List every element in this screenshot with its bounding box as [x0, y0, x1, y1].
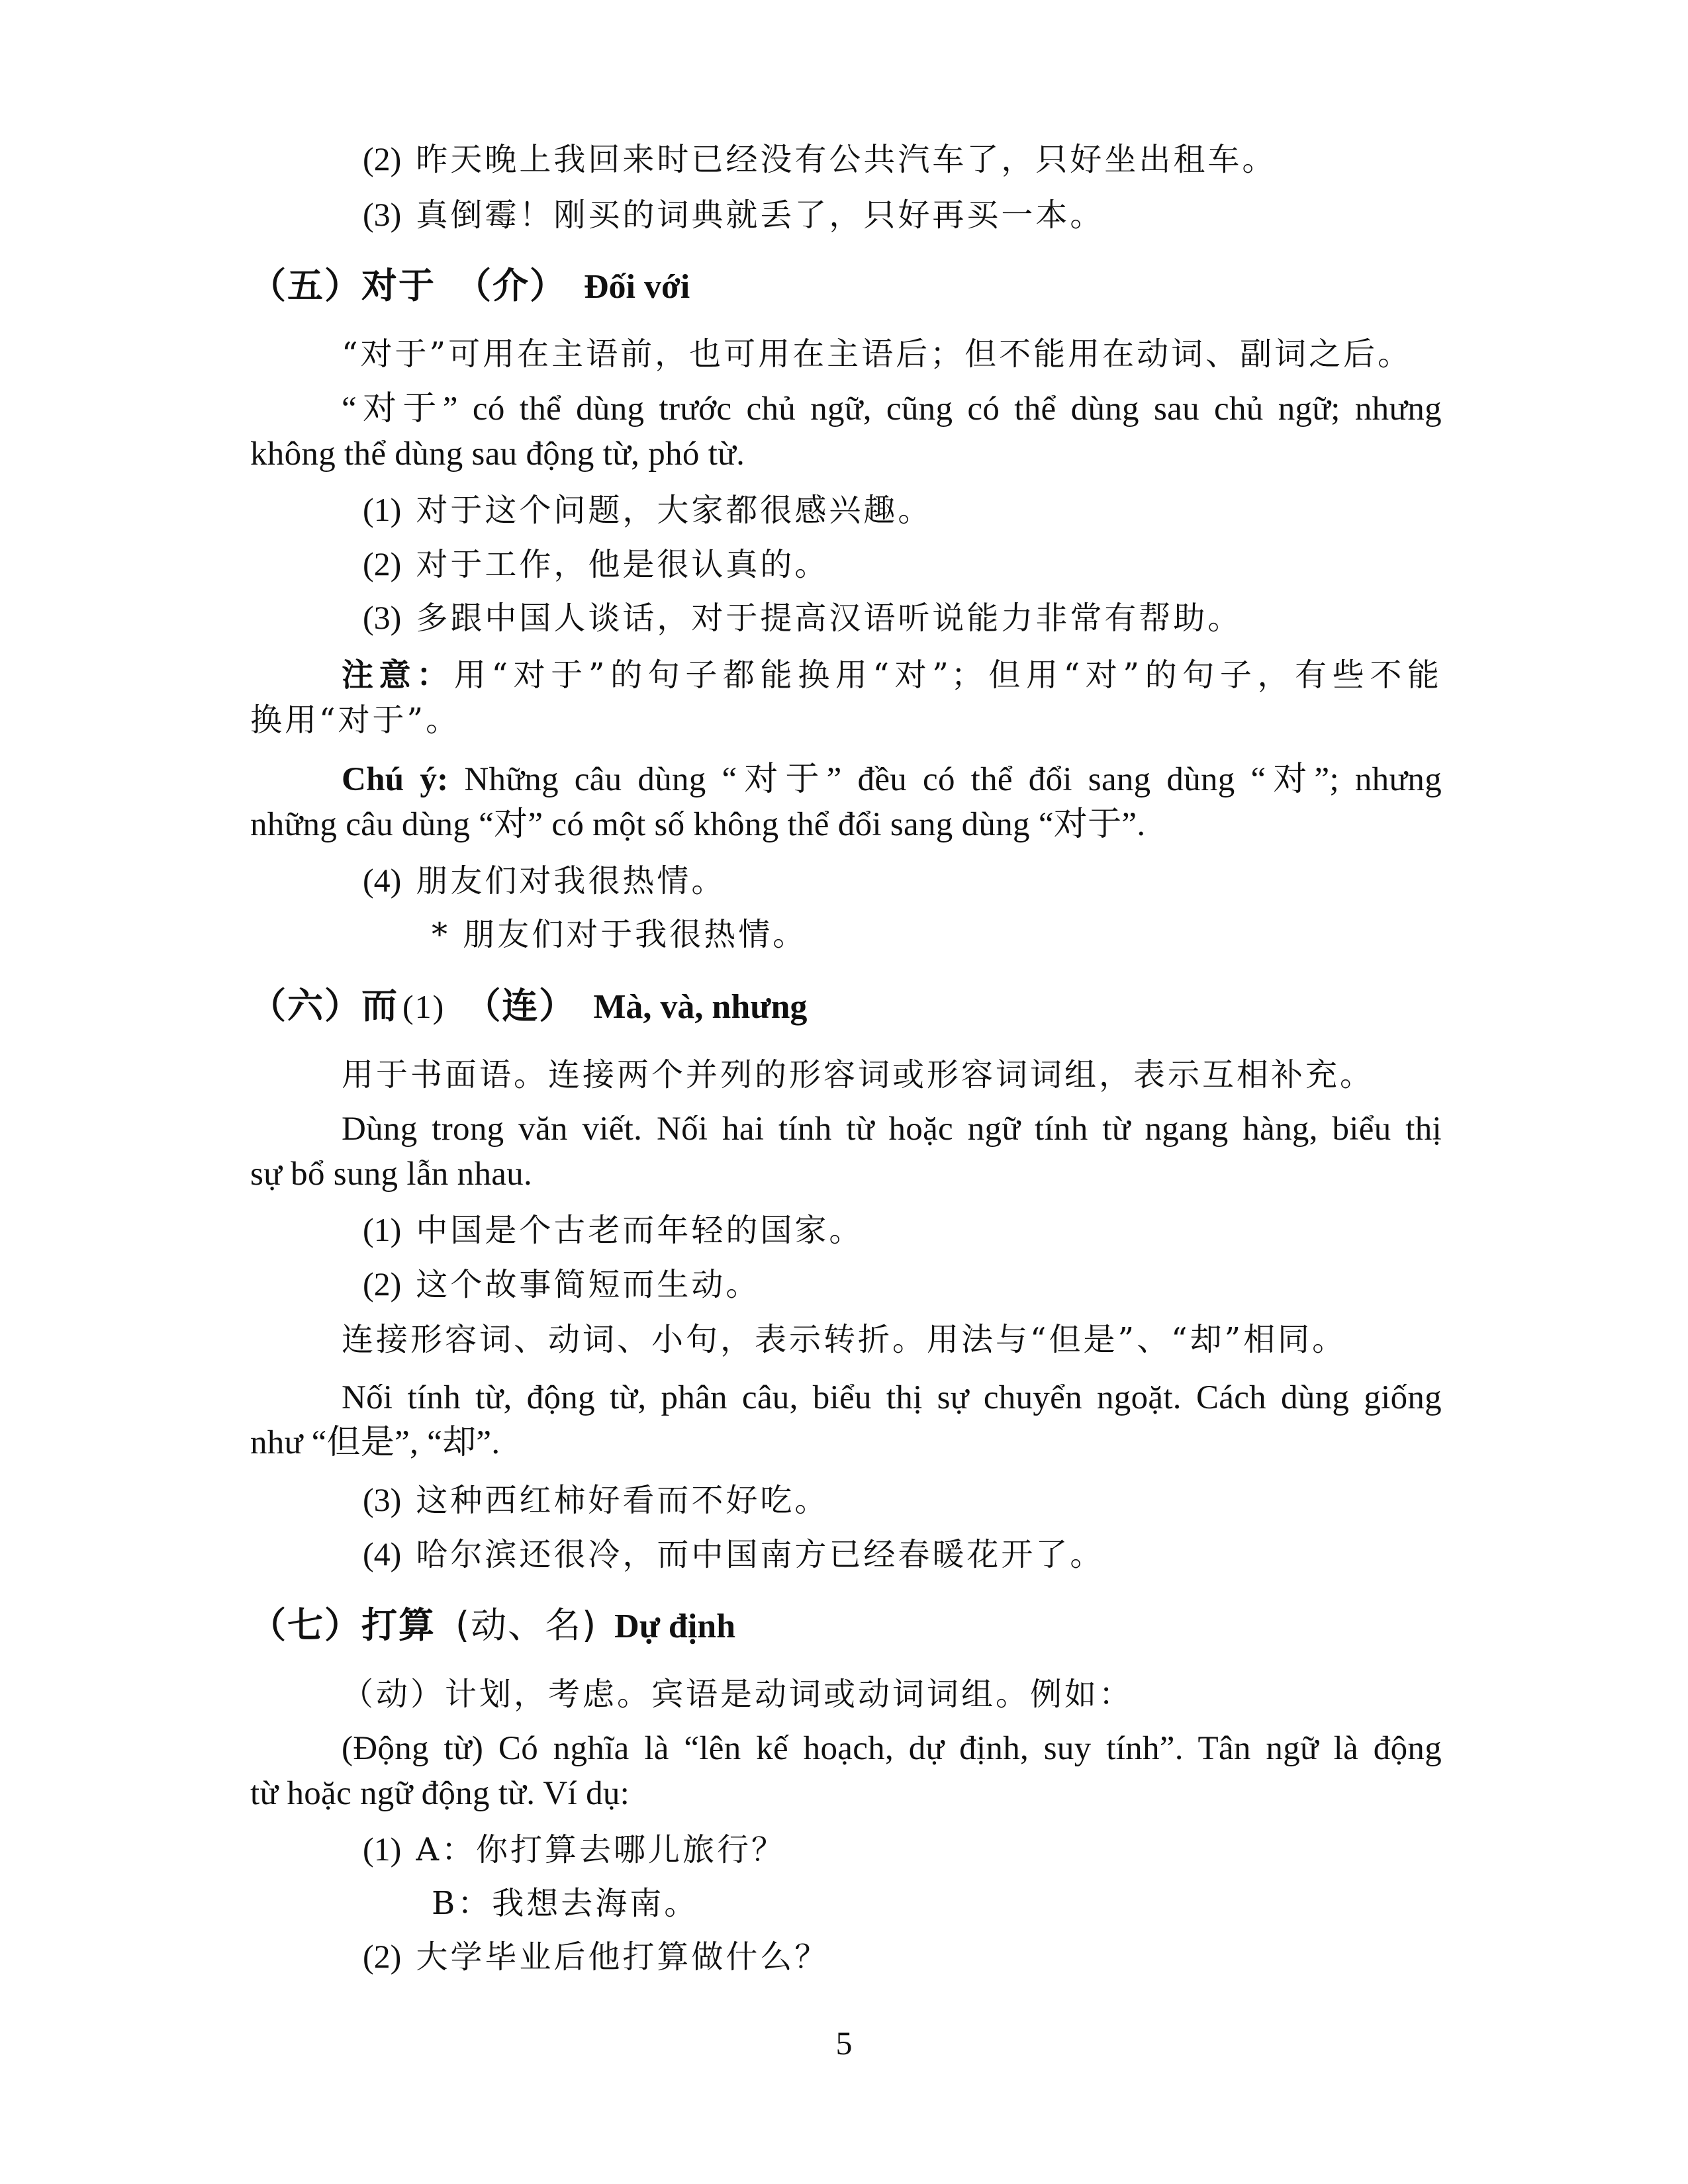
- example-line: [363, 598, 1242, 638]
- example-number: (1): [363, 1211, 402, 1248]
- example-text: A：你打算去哪儿旅行？: [416, 1831, 786, 1868]
- example-number: (1): [363, 491, 402, 528]
- example-text: 这个故事简短而生动。: [416, 1266, 761, 1303]
- section-meaning: Dự định: [614, 1608, 736, 1645]
- example-text: 真倒霉！刚买的词典就丢了，只好再买一本。: [416, 197, 1105, 234]
- section-number: （五）: [250, 265, 361, 306]
- section-meaning: Mà, và, nhưng: [593, 988, 808, 1026]
- explanation-chinese: 用于书面语。连接两个并列的形容词或形容词词组，表示互相补充。: [342, 1056, 1375, 1093]
- example-text: 多跟中国人谈话，对于提高汉语听说能力非常有帮助。: [416, 600, 1243, 637]
- sense-number: (1): [402, 988, 445, 1025]
- example-line: [363, 139, 1276, 179]
- example-line: [363, 1534, 1104, 1574]
- note-label: 注意：: [342, 657, 454, 694]
- explanation-vietnamese: như “但是”, “却”.: [250, 1424, 500, 1461]
- note-chinese: 换用“对于”。: [250, 702, 461, 739]
- explanation-vietnamese: không thể dùng sau động từ, phó từ.: [250, 435, 745, 473]
- example-line: [363, 1936, 829, 1977]
- page-number: 5: [835, 2025, 853, 2062]
- section-number: （六）: [250, 985, 361, 1026]
- example-number: (2): [363, 545, 402, 582]
- explanation-vietnamese: Nối tính từ, động từ, phân câu, biểu thị sự chuyển ngoặt. Cách dùng giống: [342, 1379, 1442, 1416]
- example-line: [363, 1264, 760, 1304]
- explanation-vietnamese: “对于” có thể dùng trước chủ ngữ, cũng có thể dùng sau chủ ngữ; nhưng: [342, 390, 1442, 428]
- note-label: Chú ý:: [342, 761, 449, 798]
- explanation-chinese: “对于”可用在主语前，也可用在主语后；但不能用在动词、副词之后。: [342, 336, 1413, 373]
- note-vietnamese: những câu dùng “对” có một số không thể đổi sang dùng “对于”.: [250, 806, 1146, 843]
- example-number: (2): [363, 1938, 402, 1975]
- example-text: 哈尔滨还很冷，而中国南方已经春暖花开了。: [416, 1536, 1105, 1573]
- section-heading-7: [250, 1606, 735, 1647]
- example-text: B：我想去海南。: [432, 1885, 699, 1922]
- example-number: (4): [363, 1535, 402, 1572]
- note-text: 用“对于”的句子都能换用“对”；但用“对”的句子，有些不能: [453, 657, 1442, 694]
- example-line: [363, 544, 829, 584]
- example-text: 对于这个问题，大家都很感兴趣。: [416, 492, 933, 529]
- example-text: 这种西红柿好看而不好吃。: [416, 1482, 829, 1519]
- section-word: 而: [361, 985, 399, 1026]
- example-number: (4): [363, 862, 402, 899]
- explanation-vietnamese: (Động từ) Có nghĩa là “lên kế hoạch, dự định, suy tính”. Tân ngữ là động: [342, 1730, 1442, 1767]
- section-number: （七）: [250, 1604, 361, 1646]
- part-of-speech: （连）: [465, 985, 577, 1026]
- example-text: 昨天晚上我回来时已经没有公共汽车了，只好坐出租车。: [416, 141, 1277, 178]
- part-of-speech: (动、名): [455, 1604, 598, 1646]
- section-meaning: Đối với: [584, 268, 690, 306]
- explanation-chinese: （动）计划，考虑。宾语是动词或动词词组。例如：: [342, 1676, 1134, 1713]
- example-number: (3): [363, 599, 402, 636]
- example-text: 朋友们对我很热情。: [416, 862, 726, 899]
- example-incorrect: * 朋友们对于我很热情。: [432, 916, 808, 953]
- section-heading-5: [250, 266, 690, 307]
- section-heading-6: [250, 986, 807, 1027]
- example-line: [363, 195, 1104, 235]
- example-number: (3): [363, 1481, 402, 1518]
- example-text: 中国是个古老而年轻的国家。: [416, 1212, 864, 1249]
- example-line: [363, 1480, 829, 1520]
- example-number: (1): [363, 1831, 402, 1868]
- example-line: [363, 860, 726, 901]
- example-number: (2): [363, 140, 402, 177]
- note-chinese: [342, 655, 1442, 695]
- section-word: 对于: [361, 265, 436, 306]
- example-number: (2): [363, 1265, 402, 1302]
- example-line: [363, 1829, 786, 1870]
- section-word: 打算: [361, 1604, 436, 1646]
- example-line: [363, 1210, 863, 1250]
- part-of-speech: （介）: [455, 265, 567, 306]
- example-text: 大学毕业后他打算做什么？: [416, 1938, 829, 1976]
- note-vietnamese: [342, 760, 1442, 799]
- note-text: Những câu dùng “对于” đều có thể đổi sang dùng “对”; nhưng: [448, 761, 1442, 798]
- explanation-vietnamese: Dùng trong văn viết. Nối hai tính từ hoặc ngữ tính từ ngang hàng, biểu thị: [342, 1111, 1442, 1148]
- explanation-chinese: 连接形容词、动词、小句，表示转折。用法与“但是”、“却”相同。: [342, 1321, 1347, 1358]
- example-text: 对于工作，他是很认真的。: [416, 546, 829, 583]
- example-line: [363, 490, 932, 530]
- explanation-vietnamese: sự bổ sung lẫn nhau.: [250, 1156, 533, 1193]
- example-number: (3): [363, 196, 402, 233]
- explanation-vietnamese: từ hoặc ngữ động từ. Ví dụ:: [250, 1775, 630, 1812]
